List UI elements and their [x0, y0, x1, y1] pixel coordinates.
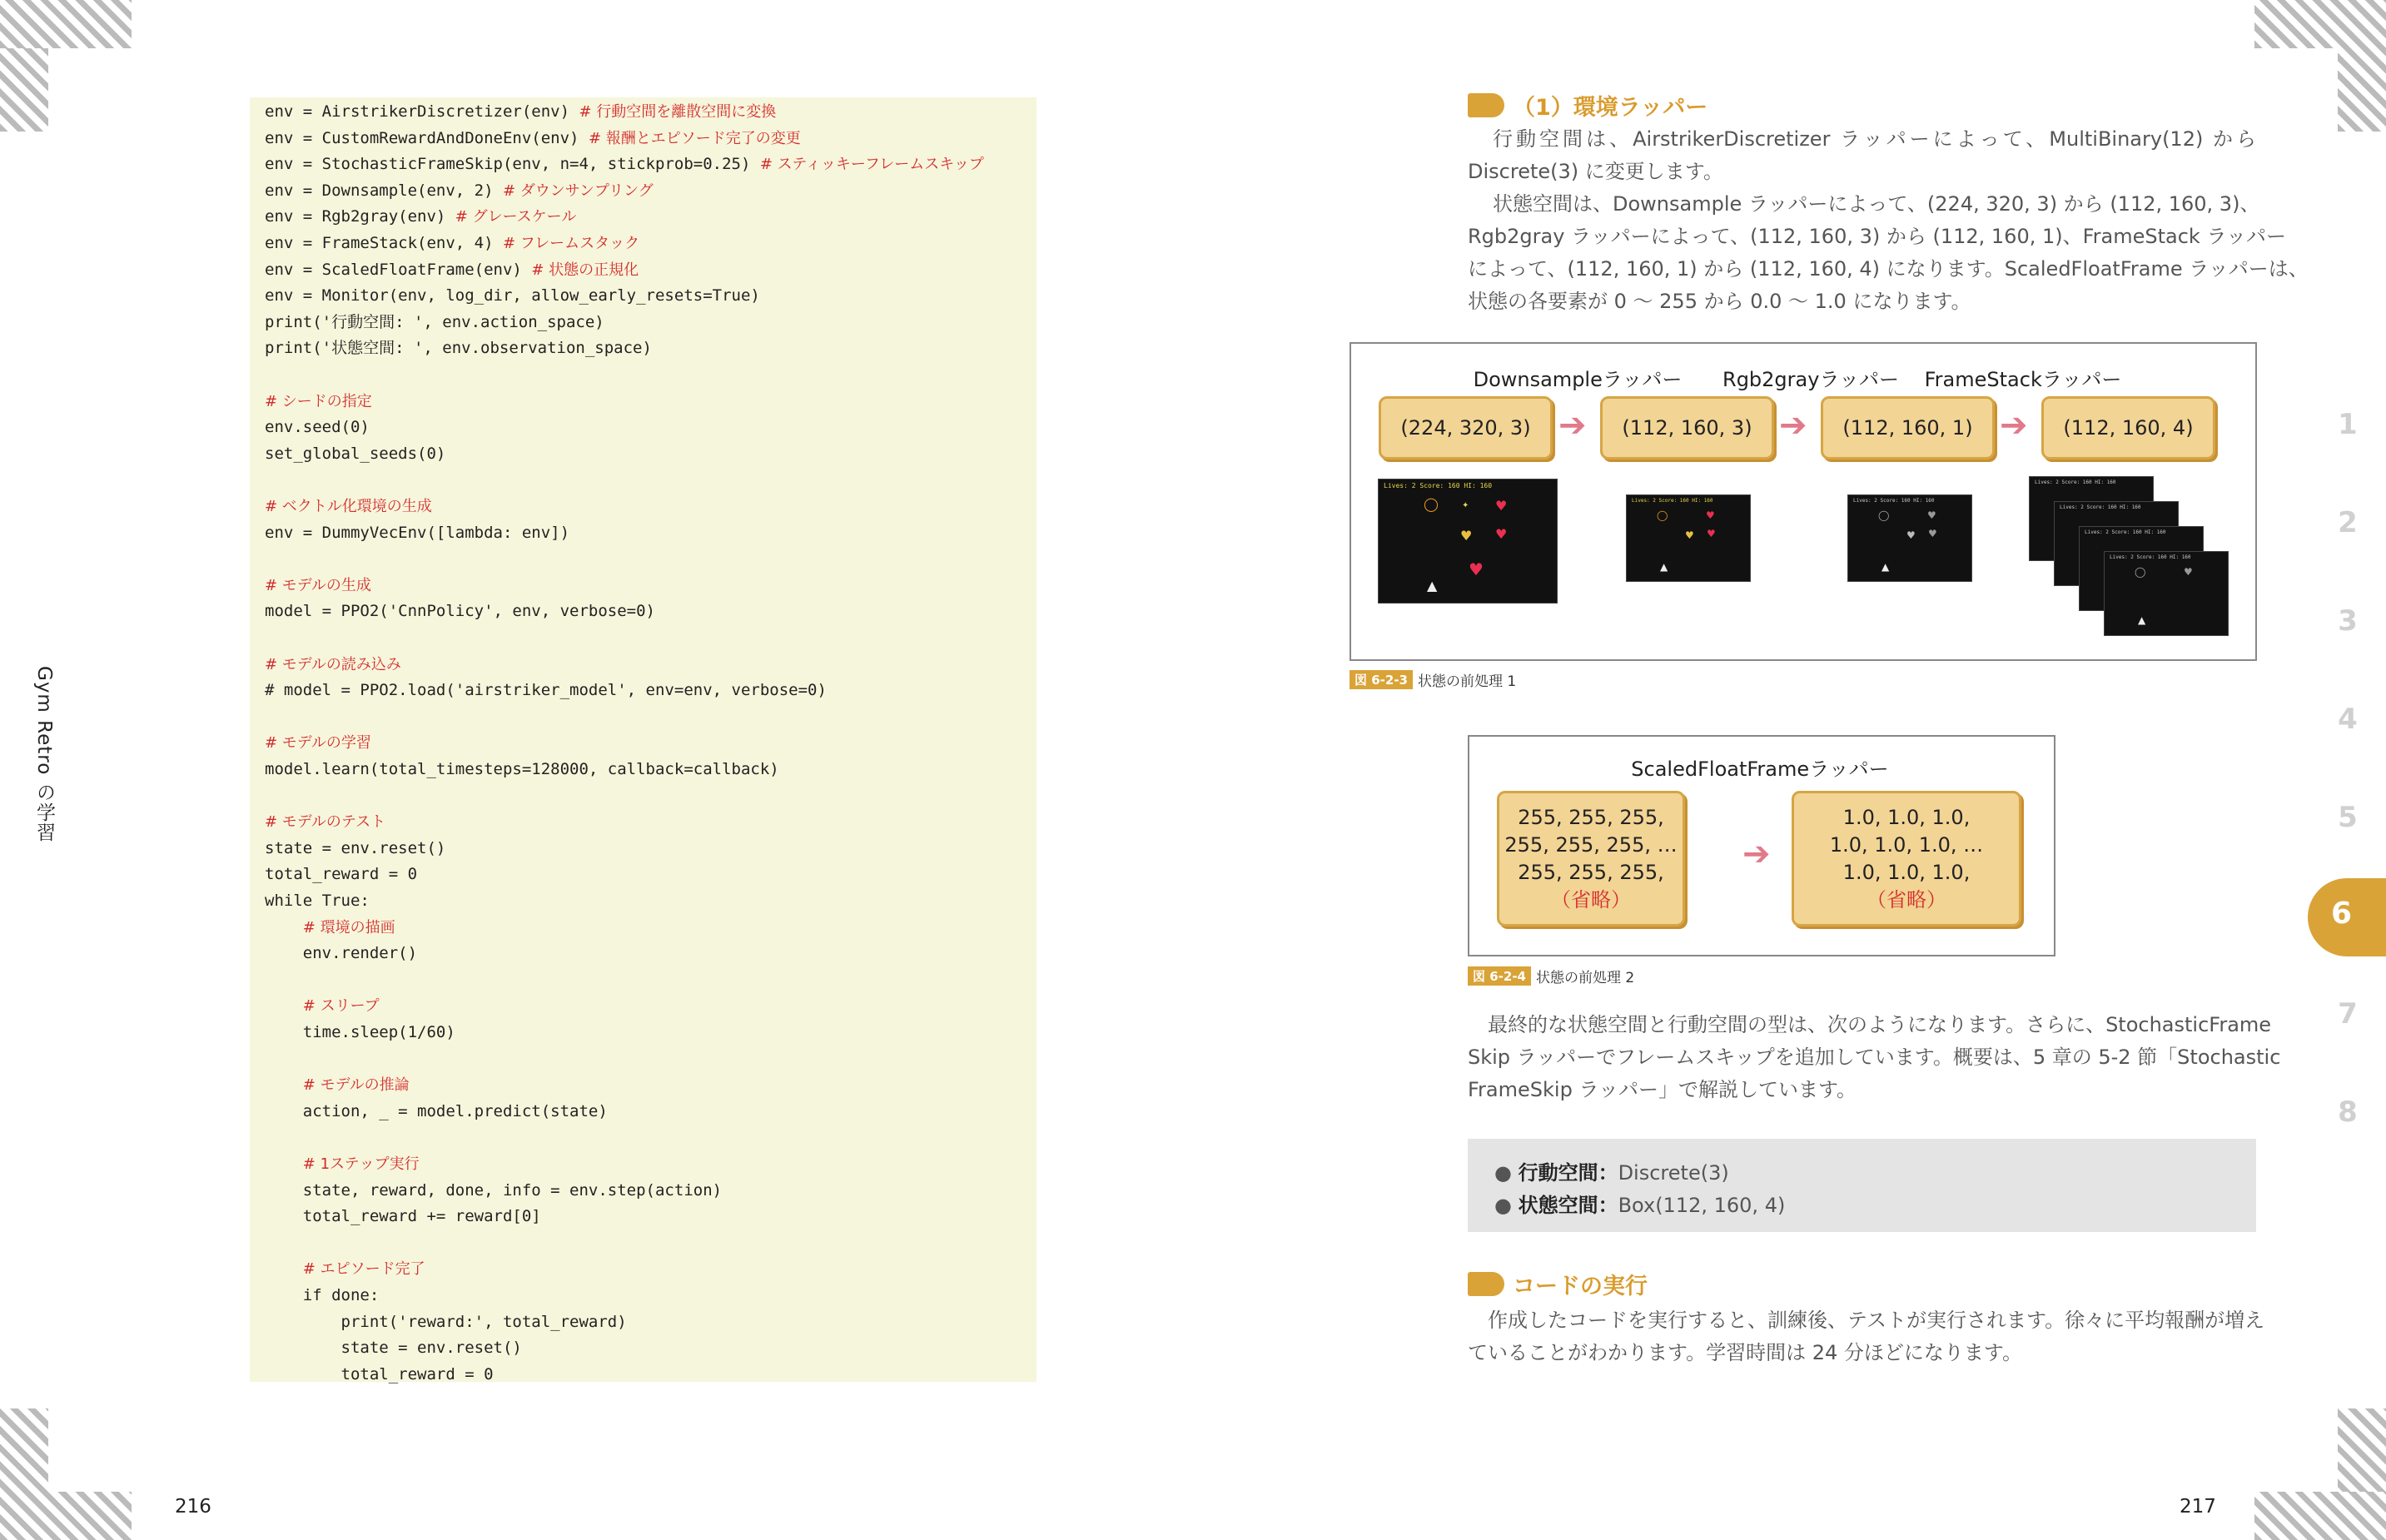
para-line: 状態の各要素が 0 ～ 255 から 0.0 ～ 1.0 になります。 [1468, 290, 1971, 313]
para-line: Discrete(3) に変更します。 [1468, 160, 1723, 183]
arrow-right-icon: ➔ [1779, 406, 1807, 445]
ring-icon: ◯ [1424, 496, 1439, 512]
corner-hatch-tl2 [0, 0, 132, 48]
stacked-frame-1: Lives: 2 Score: 160 HI: 160 [2029, 476, 2154, 561]
code-line: # モデルの推論 [302, 1076, 410, 1095]
code-line: env = DummyVecEnv([lambda: env]) [265, 523, 570, 542]
code-line: total_reward = 0 [265, 1364, 494, 1384]
corner-hatch-bl2 [0, 1492, 132, 1540]
code-line: # モデルの生成 [265, 576, 371, 594]
section-heading-run [1468, 1269, 1648, 1298]
game-screenshot-color: Lives: 2 Score: 160 HI: 160 ◯ ✦ ♥ ♥ ♥ ♥ ▲ [1378, 479, 1558, 604]
game-screenshot-gray: Lives: 2 Score: 160 HI: 160 ◯ ♥ ♥ ♥ ▲ [1847, 494, 1972, 582]
code-line: print('状態空間: ', env.observation_space) [265, 339, 652, 358]
chapter-index-active[interactable]: 6 [2308, 878, 2386, 956]
para-line: 行動空間は、AirstrikerDiscretizer ラッパーによって、MultiBinary(12) から [1493, 127, 2256, 151]
code-line: state, reward, done, info = env.step(action) [265, 1180, 723, 1200]
label-framestack: FrameStackラッパー [1924, 368, 2122, 391]
ring-icon: ◯ [1878, 509, 1890, 521]
code-line: env = CustomRewardAndDoneEnv(env) # 報酬とエピソード完了の変更 [265, 128, 801, 147]
para-line: 最終的な状態空間と行動空間の型は、次のようになります。さらに、StochasticFrame [1488, 1013, 2272, 1036]
section-title: （1）環境ラッパー [1513, 94, 1708, 121]
code-line: total_reward = 0 [265, 865, 418, 884]
code-line: env = AirstrikerDiscretizer(env) # 行動空間を離散空間に変換 [265, 102, 777, 121]
code-line: # 1ステップ実行 [302, 1155, 420, 1173]
code-line: env = ScaledFloatFrame(env) # 状態の正規化 [265, 260, 639, 279]
label-rgb2gray: Rgb2grayラッパー [1722, 368, 1899, 391]
code-line: env = StochasticFrameSkip(env, n=4, stickprob=0.25) # スティッキーフレームスキップ [265, 155, 984, 174]
star-icon: ✦ [1462, 501, 1469, 510]
figure-badge: 図 6-2-3 [1350, 670, 1413, 689]
code-line: # モデルの読み込み [265, 655, 401, 673]
paragraph-final-types [1468, 1009, 2281, 1106]
stacked-frame-2: Lives: 2 Score: 160 HI: 160 [2054, 501, 2179, 586]
code-line: state = env.reset() [265, 838, 446, 857]
chapter-index-4[interactable]: 4 [2338, 703, 2358, 736]
code-line: env.seed(0) [265, 418, 370, 437]
label-downsample: Downsampleラッパー [1473, 368, 1683, 391]
chapter-index-5[interactable]: 5 [2338, 801, 2358, 834]
arrow-right-icon: ➔ [1558, 406, 1587, 445]
ship-icon: ▲ [1660, 561, 1668, 573]
heart-enemy-icon: ♥ [1927, 509, 1936, 521]
heart-enemy-icon: ♥ [1707, 528, 1716, 539]
game-screenshot-down: Lives: 2 Score: 160 HI: 160 ◯ ♥ ♥ ♥ ▲ [1626, 494, 1751, 582]
chapter-side-title: Gym Retro の学習 [33, 666, 55, 842]
code-line: action, _ = model.predict(state) [265, 1101, 608, 1120]
arrow-right-icon: ➔ [1742, 835, 1771, 873]
chapter-index-8[interactable]: 8 [2338, 1095, 2358, 1129]
code-line: model.learn(total_timesteps=128000, callback=callback) [265, 760, 779, 778]
values-box-raw: 255, 255, 255, 255, 255, 255, … 255, 255, 255, （省略） [1497, 791, 1685, 926]
stacked-frame-4: Lives: 2 Score: 160 HI: 160 ◯ ♥ ▲ [2104, 551, 2229, 636]
code-line: if done: [265, 1286, 380, 1304]
heart-enemy-icon: ♥ [1928, 528, 1937, 539]
chapter-index-3[interactable]: 3 [2338, 604, 2358, 638]
code-line: # スリープ [302, 997, 380, 1016]
figure-caption-1 [1350, 669, 1516, 690]
code-line: print('reward:', total_reward) [265, 1312, 627, 1331]
figure-badge: 図 6-2-4 [1468, 966, 1531, 986]
figure-caption-2 [1468, 966, 1634, 986]
ship-icon: ▲ [1427, 578, 1438, 594]
code-line: # ベクトル化環境の生成 [265, 498, 432, 515]
ship-icon: ▲ [2138, 614, 2146, 626]
heart-enemy-icon: ♥ [1460, 528, 1473, 544]
label-scaledfloatframe: ScaledFloatFrameラッパー [1631, 758, 1889, 781]
shape-pill-downsampled: (112, 160, 3) [1600, 396, 1774, 460]
para-line: Skip ラッパーでフレームスキップを追加しています。概要は、5 章の 5-2 節「Stochastic [1468, 1046, 2281, 1069]
para-line: 状態空間は、Downsample ラッパーによって、(224, 320, 3) から (112, 160, 3)、 [1493, 192, 2260, 216]
code-line: print('行動空間: ', env.action_space) [265, 312, 604, 331]
heart-enemy-icon: ♥ [1495, 498, 1508, 514]
spaces-summary-box [1468, 1139, 2256, 1232]
caption-text: 状態の前処理 1 [1418, 673, 1517, 690]
paragraph-run-code [1468, 1304, 2265, 1369]
code-line: env = Rgb2gray(env) # グレースケール [265, 207, 577, 226]
code-line: # エピソード完了 [302, 1260, 425, 1279]
code-line: # モデルのテスト [265, 813, 386, 832]
code-line: set_global_seeds(0) [265, 444, 446, 463]
chapter-index-1[interactable]: 1 [2338, 408, 2358, 441]
code-line: # モデルの学習 [265, 734, 371, 753]
code-line: env = FrameStack(env, 4) # フレームスタック [265, 234, 640, 252]
code-line: model = PPO2('CnnPolicy', env, verbose=0) [265, 602, 655, 621]
page-number-right: 217 [2180, 1496, 2216, 1518]
heading-tab-icon [1468, 93, 1504, 117]
heart-enemy-icon: ♥ [1685, 529, 1694, 541]
arrow-right-icon: ➔ [2000, 406, 2028, 445]
summary-action-space: ● 行動空間：Discrete(3) [1494, 1161, 1729, 1185]
code-line: total_reward += reward[0] [265, 1207, 541, 1226]
heading-tab-icon [1468, 1272, 1504, 1296]
ring-icon: ◯ [2135, 566, 2146, 578]
corner-hatch-br2 [2254, 1492, 2386, 1540]
code-line: while True: [265, 892, 370, 910]
paragraph-wrappers [1468, 123, 2309, 318]
summary-state-space: ● 状態空間：Box(112, 160, 4) [1494, 1194, 1786, 1217]
shape-pill-original: (224, 320, 3) [1379, 396, 1553, 460]
heart-enemy-icon: ♥ [1469, 559, 1484, 579]
stacked-frame-3: Lives: 2 Score: 160 HI: 160 [2079, 526, 2204, 611]
code-line: # model = PPO2.load('airstriker_model', env=env, verbose=0) [265, 681, 827, 700]
code-line: env = Downsample(env, 2) # ダウンサンプリング [265, 181, 654, 200]
code-line: # 環境の描画 [302, 918, 395, 936]
para-line: 作成したコードを実行すると、訓練後、テストが実行されます。徐々に平均報酬が増え [1488, 1309, 2265, 1332]
para-line: FrameSkip ラッパー」で解説しています。 [1468, 1078, 1857, 1101]
code-line: time.sleep(1/60) [265, 1023, 455, 1041]
caption-text: 状態の前処理 2 [1536, 970, 1635, 986]
code-line: env = Monitor(env, log_dir, allow_early_resets=True) [265, 286, 760, 306]
corner-hatch-tr2 [2254, 0, 2386, 48]
para-line: Rgb2gray ラッパーによって、(112, 160, 3) から (112, 160, 1)、FrameStack ラッパー [1468, 225, 2286, 248]
shape-pill-stacked: (112, 160, 4) [2041, 396, 2215, 460]
ring-icon: ◯ [1657, 509, 1668, 521]
heart-enemy-icon: ♥ [2184, 566, 2193, 578]
heart-enemy-icon: ♥ [1706, 509, 1715, 521]
heart-enemy-icon: ♥ [1906, 529, 1916, 541]
shape-pill-gray: (112, 160, 1) [1821, 396, 1995, 460]
section-title: コードの実行 [1513, 1273, 1648, 1299]
section-heading-wrappers [1468, 91, 1707, 119]
chapter-index-7[interactable]: 7 [2338, 997, 2358, 1031]
heart-enemy-icon: ♥ [1495, 526, 1508, 542]
code-line: # シードの指定 [265, 392, 372, 410]
values-box-scaled: 1.0, 1.0, 1.0, 1.0, 1.0, 1.0, … 1.0, 1.0, 1.0, （省略） [1792, 791, 2021, 926]
para-line: ていることがわかります。学習時間は 24 分ほどになります。 [1468, 1341, 2022, 1364]
chapter-index-2[interactable]: 2 [2338, 506, 2358, 539]
code-line: state = env.reset() [265, 1339, 522, 1358]
para-line: によって、(112, 160, 1) から (112, 160, 4) になります。ScaledFloatFrame ラッパーは、 [1468, 257, 2309, 281]
ship-icon: ▲ [1881, 561, 1890, 573]
code-line: env.render() [265, 944, 418, 963]
page-number-left: 216 [175, 1496, 211, 1518]
